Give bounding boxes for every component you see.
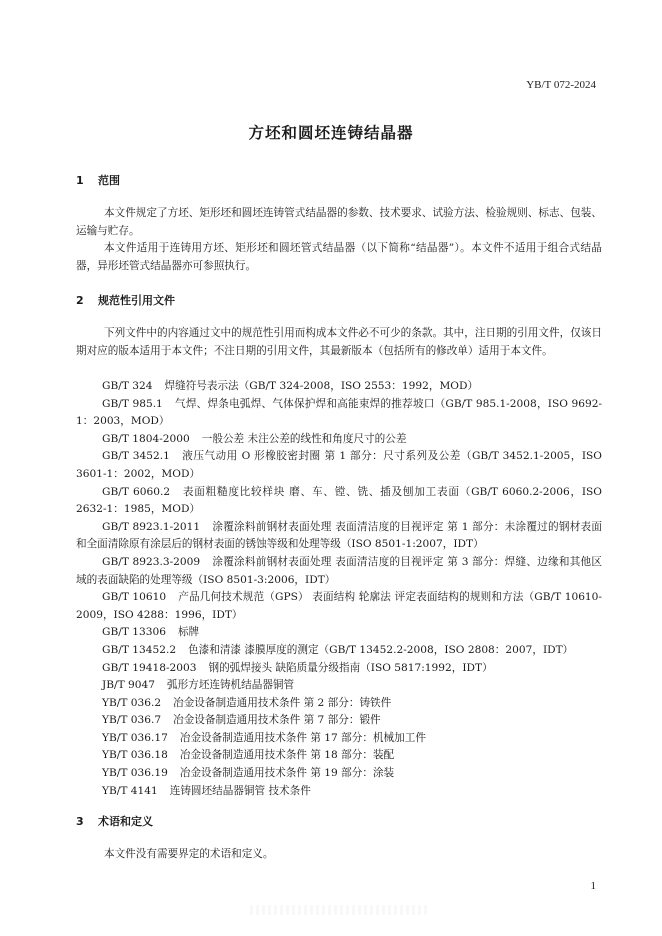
reference-item xyxy=(76,695,602,713)
reference-item xyxy=(76,712,602,730)
reference-title: 气焊、焊条电弧焊、气体保护焊和高能束焊的推荐坡口（GB/T 985.1-2008，ISO 9692-1：2003，MOD） xyxy=(76,397,603,428)
reference-list xyxy=(76,378,602,800)
reference-code: GB/T 985.1 xyxy=(102,397,163,410)
reference-code: GB/T 13306 xyxy=(102,626,166,639)
reference-title: 色漆和清漆 漆膜厚度的测定（GB/T 13452.2-2008，ISO 2808：2007，IDT） xyxy=(188,643,574,656)
reference-item xyxy=(76,730,602,748)
reference-title: 涂覆涂料前钢材表面处理 表面清洁度的目视评定 第 1 部分：未涂覆过的钢材表面和全面清除原有涂层后的钢材表面的锈蚀等级和处理等级（ISO 8501-1:2007，IDT） xyxy=(76,520,602,551)
reference-code: GB/T 6060.2 xyxy=(102,485,171,498)
scope-paragraph-1: 本文件规定了方坯、矩形坯和圆坯连铸管式结晶器的参数、技术要求、试验方法、检验规则、标志、包装、运输与贮存。 xyxy=(76,207,602,237)
reference-code: YB/T 036.7 xyxy=(102,714,162,727)
section-number: 2 xyxy=(76,294,84,307)
reference-item xyxy=(76,519,602,554)
reference-item xyxy=(76,378,602,396)
reference-item xyxy=(76,431,602,449)
reference-title: 钢的弧焊接头 缺陷质量分级指南（ISO 5817:1992，IDT） xyxy=(208,661,493,674)
terms-paragraph: 本文件没有需要界定的术语和定义。 xyxy=(104,848,274,860)
reference-code: YB/T 036.18 xyxy=(102,749,168,762)
reference-title: 一般公差 未注公差的线性和角度尺寸的公差 xyxy=(201,432,407,445)
reference-code: GB/T 10610 xyxy=(102,591,167,604)
reference-title: 涂覆涂料前钢材表面处理 表面清洁度的目视评定 第 3 部分：焊缝、边缘和其他区域的表面缺陷的处理等级（ISO 8501-3:2006，IDT） xyxy=(76,555,602,586)
reference-code: GB/T 8923.3-2009 xyxy=(102,555,201,568)
page-number: 1 xyxy=(590,880,596,892)
reference-title: 冶金设备制造通用技术条件 第 17 部分：机械加工件 xyxy=(179,731,426,744)
section-title: 范围 xyxy=(98,174,120,187)
reference-item xyxy=(76,484,602,519)
reference-item xyxy=(76,765,602,783)
reference-code: GB/T 19418-2003 xyxy=(102,661,197,674)
reference-title: 连铸圆坯结晶器铜管 技术条件 xyxy=(169,784,311,797)
reference-title: 冶金设备制造通用技术条件 第 2 部分：铸铁件 xyxy=(173,696,392,709)
reference-code: YB/T 4141 xyxy=(102,784,158,797)
section-heading-3 xyxy=(76,813,153,829)
section-title: 规范性引用文件 xyxy=(98,294,175,307)
reference-title: 弧形方坯连铸机结晶器铜管 xyxy=(167,679,295,692)
document-title: 方坯和圆坯连铸结晶器 xyxy=(248,124,414,142)
footer-watermark-strip xyxy=(250,905,430,915)
reference-item xyxy=(76,660,602,678)
reference-title: 液压气动用 O 形橡胶密封圈 第 1 部分：尺寸系列及公差（GB/T 3452.1-2005，ISO 3601-1：2002，MOD） xyxy=(76,450,602,480)
reference-title: 标牌 xyxy=(177,626,200,639)
reference-title: 表面粗糙度比较样块 磨、车、镗、铣、插及刨加工表面（GB/T 6060.2-2006，ISO 2632-1：1985，MOD） xyxy=(76,485,602,516)
reference-title: 冶金设备制造通用技术条件 第 19 部分：涂装 xyxy=(179,767,395,780)
references-intro: 下列文件中的内容通过文中的规范性引用而构成本文件必不可少的条款。其中，注日期的引用文件，仅该日期对应的版本适用于本文件；不注日期的引用文件，其最新版本（包括所有的修改单）适用于本文件。 xyxy=(76,327,602,357)
section-heading-1 xyxy=(76,172,120,188)
reference-title: 焊缝符号表示法（GB/T 324-2008，ISO 2553：1992，MOD） xyxy=(164,380,479,392)
reference-item xyxy=(76,677,602,695)
standard-code: YB/T 072-2024 xyxy=(526,79,596,91)
reference-item xyxy=(76,624,602,642)
reference-code: GB/T 1804-2000 xyxy=(102,432,190,445)
scope-paragraph-2: 本文件适用于连铸用方坯、矩形坯和圆坯管式结晶器（以下简称“结晶器”）。本文件不适用于组合式结晶器，异形坯管式结晶器亦可参照执行。 xyxy=(76,242,602,272)
section-number: 1 xyxy=(76,174,84,187)
reference-item xyxy=(76,554,602,589)
reference-item xyxy=(76,747,602,765)
reference-item xyxy=(76,448,602,483)
reference-item xyxy=(76,783,602,801)
section-heading-2 xyxy=(76,292,175,308)
reference-title: 冶金设备制造通用技术条件 第 7 部分：锻件 xyxy=(173,714,381,727)
reference-code: GB/T 3452.1 xyxy=(102,450,170,463)
reference-code: YB/T 036.2 xyxy=(102,696,162,709)
reference-item xyxy=(76,396,602,431)
reference-code: GB/T 13452.2 xyxy=(102,643,177,656)
reference-code: YB/T 036.17 xyxy=(102,731,168,744)
reference-code: JB/T 9047 xyxy=(102,679,155,692)
reference-code: YB/T 036.19 xyxy=(102,767,168,780)
reference-code: GB/T 324 xyxy=(102,380,153,392)
reference-title: 产品几何技术规范（GPS） 表面结构 轮廓法 评定表面结构的规则和方法（GB/T 10610-2009，ISO 4288：1996，IDT） xyxy=(76,591,602,621)
reference-title: 冶金设备制造通用技术条件 第 18 部分：装配 xyxy=(179,749,395,762)
reference-item xyxy=(76,642,602,660)
section-title: 术语和定义 xyxy=(98,815,153,828)
reference-item xyxy=(76,589,602,624)
reference-code: GB/T 8923.1-2011 xyxy=(102,520,201,533)
section-number: 3 xyxy=(76,815,84,828)
